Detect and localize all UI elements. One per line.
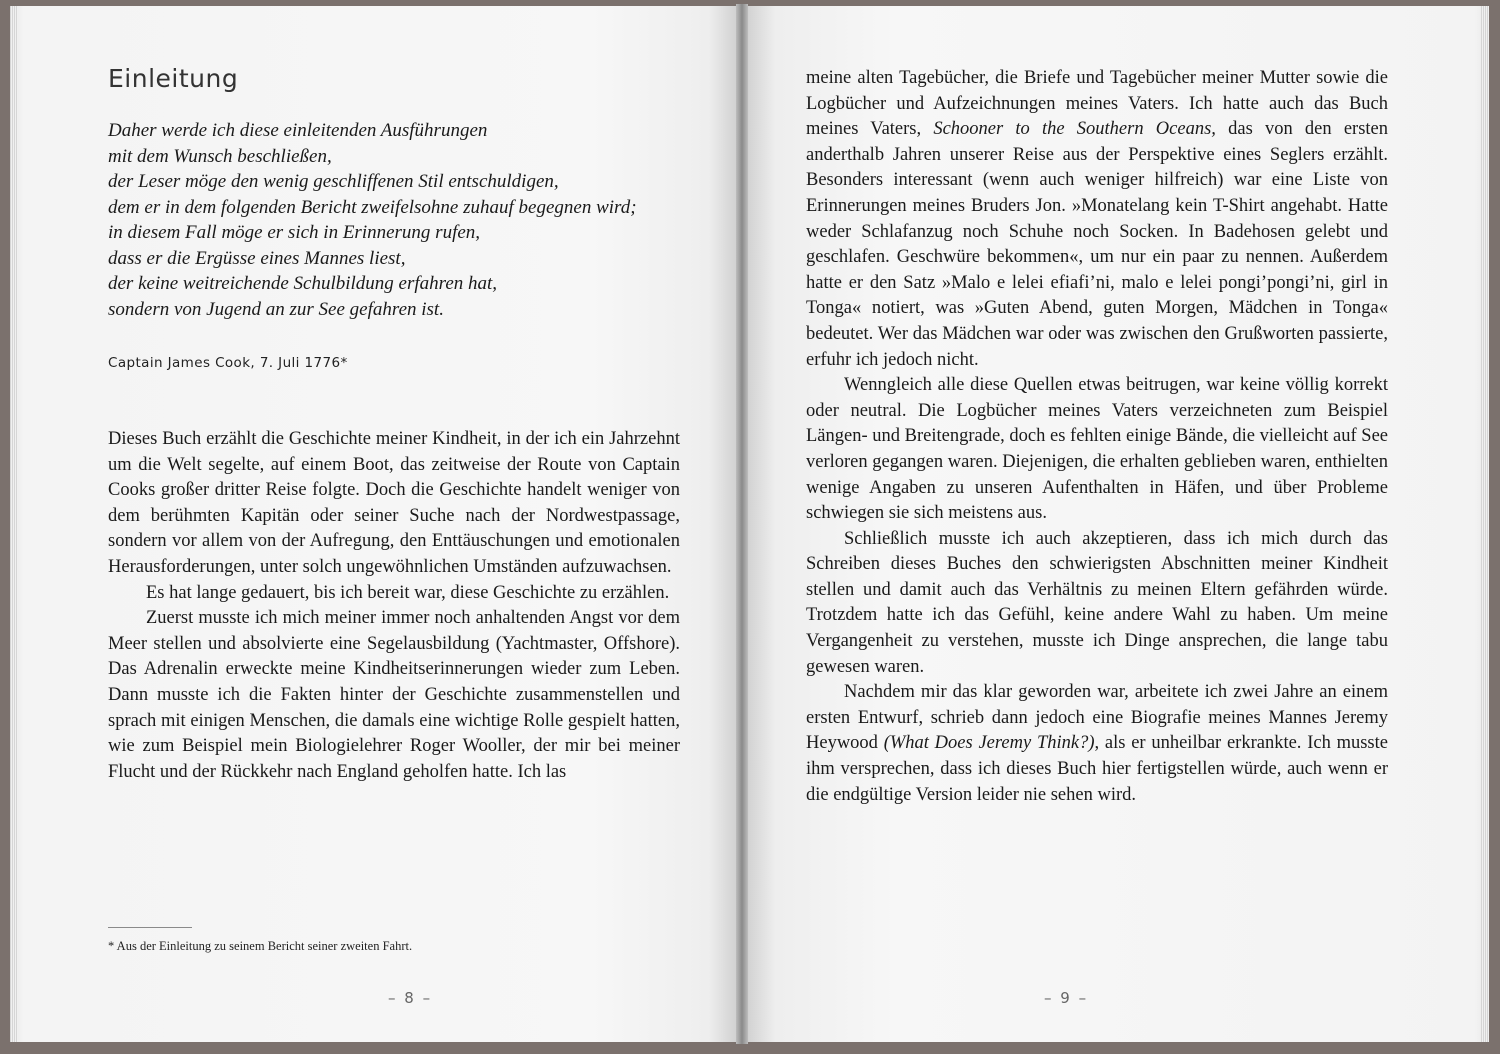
body-text-right xyxy=(806,66,1388,808)
chapter-heading: Einleitung xyxy=(108,64,239,93)
epigraph-line: dem er in dem folgenden Bericht zweifelsohne zuhauf begegnen wird; xyxy=(108,196,637,218)
epigraph-attribution: Captain James Cook, 7. Juli 1776* xyxy=(108,355,348,371)
text-run: das von den ersten anderthalb Jahren unserer Reise aus der Perspektive eines Seglers erzählt. Besonders interessant (wenn auch weniger hilfreich) war eine Liste von Erinnerungen meines Bruders Jon. »Monatelang kein T-Shirt angehabt. Hatte weder Schlafanzug noch Schuhe noch Socken. In Badehosen gelebt und geschlafen. Geschwüre bekommen«, um nur ein paar zu nennen. Außerdem hatte er den Satz »Malo e lelei efiafi’ni, malo e lelei pongi’pongi’ni, girl in Tonga« notiert, was »Guten Abend, guten Morgen, Mädchen in Tonga« bedeutet. Wer das Mädchen war oder was zwischen den Grußworten passierte, erfuhr ich jedoch nicht. xyxy=(806,119,1388,370)
paragraph xyxy=(806,66,1388,373)
right-page xyxy=(746,6,1489,1042)
page-stack-edge-right xyxy=(1481,6,1489,1042)
book-gutter xyxy=(736,4,748,1044)
footnote: * Aus der Einleitung zu seinem Bericht seiner zweiten Fahrt. xyxy=(108,939,413,953)
paragraph xyxy=(806,680,1388,808)
text-run: meine alten Tagebücher, die Briefe und Tagebücher meiner Mutter sowie die Logbücher und Aufzeichnungen meines Vaters. Ich hatte auch das Buch meines Vaters, xyxy=(806,68,1388,140)
epigraph-line: in diesem Fall möge er sich in Erinnerung rufen, xyxy=(108,222,481,243)
paragraph: Es hat lange gedauert, bis ich bereit war, diese Geschichte zu erzählen. xyxy=(146,582,670,603)
paragraph: Schließlich musste ich auch akzeptieren, dass ich mich durch das Schreiben dieses Buches den schwierigsten Abschnitten meiner Kindheit stellen und damit auch das Verhältnis zu meinen Eltern gefährden würde. Trotzdem hatte ich das Gefühl, keine andere Wahl zu haben. Um meine Vergangenheit zu verstehen, musste ich Dinge ansprechen, die lange tabu gewesen waren. xyxy=(806,528,1388,677)
epigraph-line: der Leser möge den wenig geschliffenen Stil entschuldigen, xyxy=(108,171,559,192)
epigraph-line: sondern von Jugend an zur See gefahren ist. xyxy=(108,298,444,320)
epigraph-line: mit dem Wunsch beschließen, xyxy=(108,145,332,167)
epigraph-line: der keine weitreichende Schulbildung erfahren hat, xyxy=(108,273,498,294)
left-page xyxy=(10,6,738,1042)
body-text-left xyxy=(108,427,680,785)
page-stack-edge-left xyxy=(10,6,18,1042)
paragraph: Wenngleich alle diese Quellen etwas beitrugen, war keine völlig korrekt oder neutral. Die Logbücher meines Vaters verzeichneten zum Beispiel Längen- und Breitengrade, doch es fehlten einige Bände, die vielleicht auf See verloren gegangen waren. Diejenigen, die erhalten geblieben waren, enthielten wenige Angaben zu unseren Aufenthalten in Häfen, und über Probleme schwiegen sie sich meistens aus. xyxy=(806,375,1389,524)
text-run: , als er unheilbar erkrankte. Ich musste ihm versprechen, dass ich dieses Buch hier fertigstellen würde, auch wenn er die endgültige Version leider nie sehen wird. xyxy=(806,733,1388,805)
paragraph: Dieses Buch erzählt die Geschichte meiner Kindheit, in der ich ein Jahrzehnt um die Welt segelte, auf einem Boot, das zeitweise der Route von Captain Cooks großer dritter Reise folgte. Doch die Geschichte handelt weniger von dem berühmten Kapitän oder seiner Suche nach der Nordwestpassage, sondern vor allem von der Aufregung, den Enttäuschungen und emotionalen Herausforderungen, unter solch ungewöhnlichen Umständen aufzuwachsen. xyxy=(108,429,680,577)
text-run: Nachdem mir das klar geworden war, arbeitete ich zwei Jahre an einem ersten Entwurf, schrieb dann jedoch eine Biografie meines Mannes Jeremy Heywood xyxy=(806,682,1388,754)
footnote-divider xyxy=(108,927,192,928)
page-number-right: – 9 – xyxy=(1044,989,1089,1007)
epigraph-line: Daher werde ich diese einleitenden Ausführungen xyxy=(108,120,488,141)
epigraph-line: dass er die Ergüsse eines Mannes liest, xyxy=(108,247,406,269)
epigraph xyxy=(108,118,668,322)
page-number-left: – 8 – xyxy=(388,989,433,1007)
paragraph: Zuerst musste ich mich meiner immer noch anhaltenden Angst vor dem Meer stellen und absolvierte eine Segelausbildung (Yachtmaster, Offshore). Das Adrenalin erweckte meine Kindheitserinnerungen wieder zum Leben. Dann musste ich die Fakten hinter der Geschichte zusammenstellen und sprach mit einigen Menschen, die damals eine wichtige Rolle gespielt hatten, wie zum Beispiel mein Biologielehrer Roger Wooller, der mir bei meiner Flucht und der Rückkehr nach England geholfen hatte. Ich las xyxy=(108,608,680,782)
book-title: Schooner to the Southern Oceans, xyxy=(933,119,1216,140)
book-title: (What Does Jeremy Think?) xyxy=(883,733,1095,754)
